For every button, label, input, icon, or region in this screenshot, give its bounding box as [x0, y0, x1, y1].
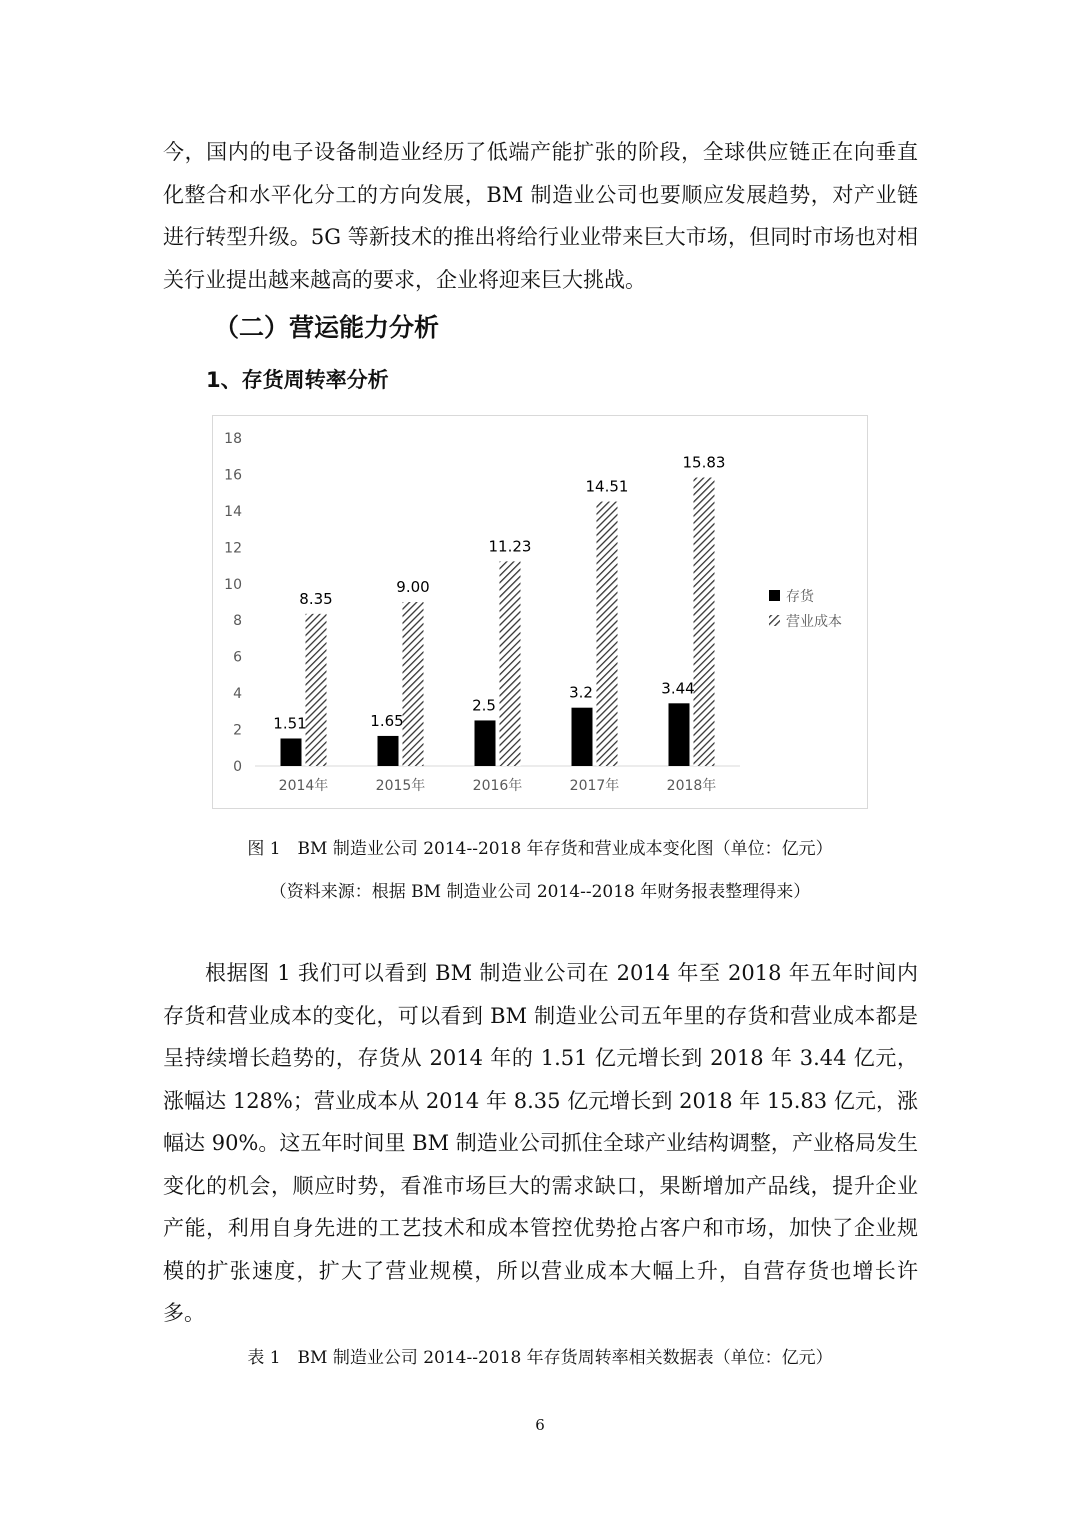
legend-swatch — [769, 615, 780, 626]
y-tick-label: 10 — [224, 576, 242, 593]
data-label: 3.2 — [569, 683, 593, 702]
y-tick-label: 6 — [233, 649, 242, 666]
legend-label: 存货 — [786, 589, 814, 605]
y-tick-label: 2 — [233, 722, 242, 739]
legend — [769, 588, 842, 630]
x-tick-label: 2017年 — [569, 778, 620, 794]
intro-paragraph: 今，国内的电子设备制造业经历了低端产能扩张的阶段，全球供应链正在向垂直化整合和水平化分工的方向发展，BM 制造业公司也要顺应发展趋势，对产业链进行转型升级。5G 等新技术的推出将给行业业带来巨大市场，但同时市场也对相关行业提出越来越高的要求，企业将迎来巨大挑战。 — [163, 140, 918, 292]
subsection-heading: 1、存货周转率分析 — [206, 368, 389, 392]
y-tick-label: 0 — [233, 759, 242, 775]
data-label: 14.51 — [585, 477, 629, 496]
table-caption: 表 1 BM 制造业公司 2014--2018 年存货周转率相关数据表（单位：亿元） — [247, 1348, 833, 1368]
bar-operating-cost — [694, 478, 715, 766]
y-tick-label: 8 — [233, 613, 242, 630]
y-tick-label: 12 — [224, 540, 242, 557]
bar-operating-cost — [403, 602, 424, 766]
bar-inventory — [669, 703, 690, 766]
y-tick-label: 16 — [224, 467, 242, 484]
x-axis — [279, 777, 717, 794]
y-tick-label: 4 — [233, 686, 242, 703]
bar-operating-cost — [500, 561, 521, 766]
bar-inventory — [572, 708, 593, 766]
data-labels — [273, 454, 725, 733]
y-tick-label: 14 — [224, 503, 242, 520]
bar-inventory — [378, 736, 399, 766]
data-label: 8.35 — [299, 589, 333, 608]
data-label: 1.65 — [370, 711, 404, 730]
page-number: 6 — [535, 1416, 545, 1434]
inventory-cost-chart — [212, 415, 868, 809]
data-label: 11.23 — [488, 537, 532, 556]
data-label: 3.44 — [661, 679, 695, 698]
data-label: 2.5 — [472, 696, 496, 715]
figure-source: （资料来源：根据 BM 制造业公司 2014--2018 年财务报表整理得来） — [269, 882, 811, 902]
x-tick-label: 2015年 — [375, 778, 426, 794]
analysis-paragraph: 根据图 1 我们可以看到 BM 制造业公司在 2014 年至 2018 年五年时间内存货和营业成本的变化，可以看到 BM 制造业公司五年里的存货和营业成本都是呈持续增长趋势的，存货从 2014 年的 1.51 亿元增长到 2018 年 3.44 亿元，涨幅达 128%；营业成本从 2014 年 8.35 亿元增长到 2018 年 15.83 亿元，涨幅达 90%。这五年时间里 BM 制造业公司抓住全球产业结构调整，产业格局发生变化的机会，顺应时势，看准市场巨大的需求缺口，果断增加产品线，提升企业产能，利用自身先进的工艺技术和成本管控优势抢占客户和市场，加快了企业规模的扩张速度，扩大了营业规模，所以营业成本大幅上升，自营存货也增长许多。 — [163, 961, 918, 1325]
bar-operating-cost — [306, 614, 327, 766]
legend-swatch — [769, 590, 780, 601]
bar-operating-cost — [597, 502, 618, 766]
data-label: 1.51 — [273, 714, 307, 733]
section-heading: （二）营运能力分析 — [214, 313, 440, 342]
y-axis — [224, 431, 242, 775]
data-label: 15.83 — [682, 453, 726, 472]
bars — [281, 478, 715, 766]
figure-caption: 图 1 BM 制造业公司 2014--2018 年存货和营业成本变化图（单位：亿元） — [247, 839, 833, 859]
data-label: 9.00 — [396, 578, 430, 596]
bar-inventory — [281, 738, 302, 766]
y-tick-label: 18 — [224, 431, 242, 447]
x-tick-label: 2014年 — [278, 778, 329, 794]
x-tick-label: 2016年 — [472, 778, 523, 794]
x-tick-label: 2018年 — [666, 778, 717, 794]
legend-label: 营业成本 — [786, 614, 842, 630]
bar-inventory — [475, 720, 496, 766]
